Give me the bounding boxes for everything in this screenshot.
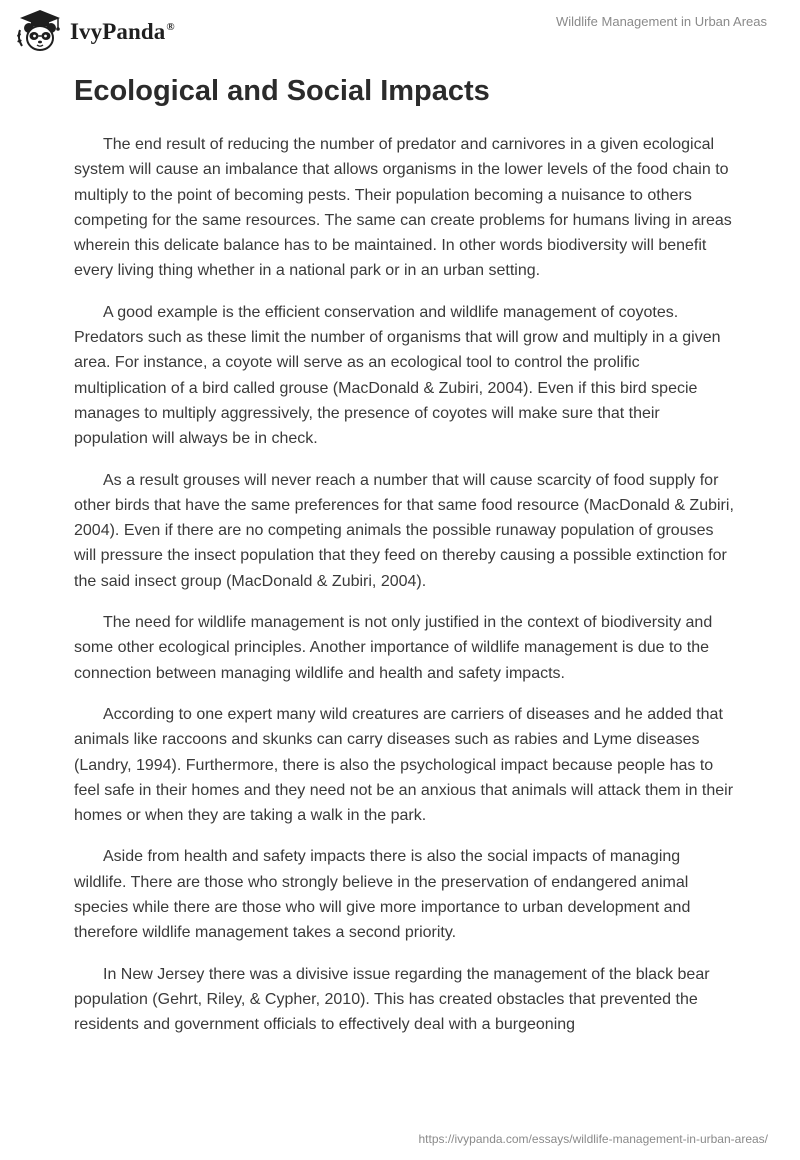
panda-mascot-icon	[14, 8, 66, 54]
registered-mark: ®	[166, 21, 175, 34]
paragraph: A good example is the efficient conservation and wildlife management of coyotes. Predators such as these limit the number of organisms that will grow and multiply in a given area. For instance, a coyote will serve as an ecological tool to control the prolific multiplication of a bird called grouse (MacDonald & Zubiri, 2004). Even if this bird specie manages to multiply aggressively, the presence of coyotes will make sure that their population will always be in check.	[74, 303, 721, 448]
paragraph: The end result of reducing the number of predator and carnivores in a given ecological system will cause an imbalance that allows organisms in the lower levels of the food chain to multiply to the point of becoming pests. Their population becoming a nuisance to others competing for the same resources. The same can create problems for humans living in areas wherein this delicate balance has to be maintained. In other words biodiversity will benefit every living thing whether in a national park or in an urban setting.	[74, 136, 732, 280]
paragraph: According to one expert many wild creatures are carriers of diseases and he added that animals like raccoons and skunks can carry diseases such as rabies and Lyme diseases (Landry, 1994). Furthermore, there is also the psychological impact because people has to feel safe in their homes and they need not be an anxious that animals will attack them in their homes or when they are taking a walk in the park.	[74, 705, 734, 825]
paragraph: Aside from health and safety impacts there is also the social impacts of managing wildlife. There are those who strongly believe in the preservation of endangered animal species while there are those who will give more importance to urban development and therefore wildlife management takes a second priority.	[74, 848, 691, 942]
section-title: Ecological and Social Impacts	[74, 75, 490, 107]
paragraph: The need for wildlife management is not only justified in the context of biodiversity and some other ecological principles. Another importance of wildlife management is due to the connection between managing wildlife and health and safety impacts.	[74, 614, 713, 682]
source-url-link[interactable]: https://ivypanda.com/essays/wildlife-management-in-urban-areas/	[418, 1132, 768, 1146]
running-title: Wildlife Management in Urban Areas	[556, 14, 767, 29]
article-body	[74, 72, 734, 1054]
paragraph: As a result grouses will never reach a number that will cause scarcity of food supply for other birds that have the same preferences for that same food resource (MacDonald & Zubiri, 2004). Even if there are no competing animals the possible runaway population of grouses will pressure the insect population that they feed on thereby causing a possible extinction for the said insect group (MacDonald & Zubiri, 2004).	[74, 471, 734, 590]
page-header	[0, 0, 800, 60]
brand-name: IvyPanda®	[70, 19, 175, 44]
paragraph: In New Jersey there was a divisive issue regarding the management of the black bear population (Gehrt, Riley, & Cypher, 2010). This has created obstacles that prevented the residents and government officials to effectively deal with a burgeoning	[74, 965, 710, 1034]
ivypanda-logo[interactable]	[14, 8, 175, 54]
